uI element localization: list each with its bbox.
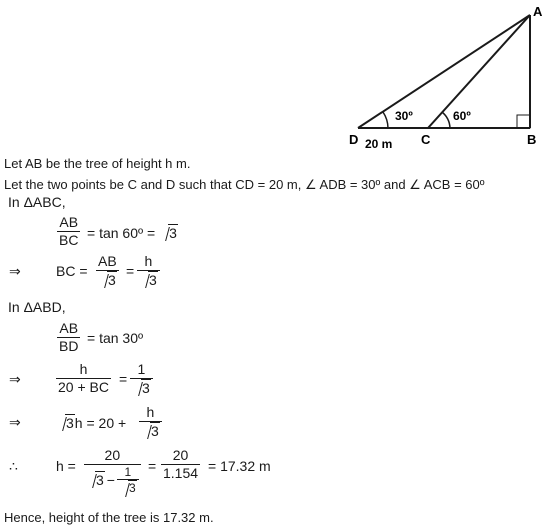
frac-ab-root3 xyxy=(96,253,119,289)
num: h xyxy=(146,404,155,420)
den: BD xyxy=(59,338,79,354)
step1-rhs xyxy=(87,224,178,241)
step5-mid: = 20 + xyxy=(86,415,127,431)
in-triangle-abd: In ΔABD, xyxy=(8,299,66,315)
radicand: 3 xyxy=(151,423,159,439)
sqrt-3 xyxy=(86,471,105,489)
label-D: D xyxy=(349,132,359,147)
step6-eq2: = xyxy=(148,458,157,474)
num: 20 xyxy=(104,447,121,463)
frac-h-root3-b xyxy=(139,404,162,440)
sqrt-3 xyxy=(119,480,137,495)
radicand: 3 xyxy=(108,272,116,288)
minus-sign: − xyxy=(106,471,115,488)
frac-20-1154 xyxy=(161,447,200,482)
radicand: 3 xyxy=(128,481,136,495)
right-angle-marker xyxy=(517,115,530,128)
radicand: 3 xyxy=(142,380,150,396)
radicand: 3 xyxy=(96,472,104,488)
label-B: B xyxy=(527,132,537,147)
inner-frac xyxy=(117,465,139,495)
num: 20 xyxy=(172,447,189,463)
implies-3: ⇒ xyxy=(9,414,21,430)
frac-1-root3 xyxy=(130,361,153,397)
step2-eq: = xyxy=(126,263,135,279)
implies-2: ⇒ xyxy=(9,371,21,387)
num: AB xyxy=(59,320,79,336)
triangle-diagram xyxy=(340,0,558,152)
num: 1 xyxy=(137,361,146,377)
step6-lhs: h = xyxy=(56,458,76,474)
sqrt-3 xyxy=(132,379,151,397)
sqrt-3 xyxy=(141,422,160,440)
num: AB xyxy=(98,253,117,269)
arc-angle-C xyxy=(442,112,450,128)
frac-h-20bc xyxy=(56,361,111,396)
label-C: C xyxy=(421,132,431,147)
step4-eq: = xyxy=(119,371,128,387)
sqrt-3 xyxy=(139,271,158,289)
tan30-text: = tan 30º xyxy=(87,330,144,346)
implies-1: ⇒ xyxy=(9,263,21,279)
conclusion: Hence, height of the tree is 17.32 m. xyxy=(4,510,214,525)
num: AB xyxy=(59,214,79,230)
complex-den xyxy=(84,465,141,495)
frac-h-root3 xyxy=(137,253,160,289)
radicand: 3 xyxy=(66,415,74,431)
step6-result: = 17.32 m xyxy=(208,458,271,474)
sqrt-3 xyxy=(98,271,117,289)
sqrt-3 xyxy=(56,414,75,431)
den: 20 + BC xyxy=(58,379,109,395)
intro-line-2: Let the two points be C and D such that CD = 20 m, ∠ ADB = 30º and ∠ ACB = 60º xyxy=(4,177,485,192)
label-angle-30: 30º xyxy=(395,109,413,123)
intro-line-1: Let AB be the tree of height h m. xyxy=(4,156,191,171)
arc-angle-D xyxy=(383,112,388,128)
num: 1 xyxy=(124,465,132,479)
radicand: 3 xyxy=(169,225,177,241)
label-A: A xyxy=(533,4,543,19)
num: h xyxy=(144,253,153,269)
step2-lhs: BC = xyxy=(56,263,88,279)
radicand: 3 xyxy=(149,272,157,288)
den: BC xyxy=(59,232,79,248)
h-var: h xyxy=(74,415,83,431)
step5-lhs xyxy=(56,414,126,431)
in-triangle-abc: In ΔABC, xyxy=(8,194,66,210)
num: h xyxy=(79,361,88,377)
therefore-symbol: ∴ xyxy=(9,458,18,474)
den: 1.154 xyxy=(163,465,199,481)
frac-20-complex xyxy=(84,447,141,495)
sqrt-3 xyxy=(159,224,178,241)
label-distance: 20 m xyxy=(365,137,393,151)
tan60-text: = tan 60º = xyxy=(87,225,156,241)
frac-ab-bd xyxy=(57,320,80,355)
label-angle-60: 60º xyxy=(453,109,471,123)
frac-ab-bc xyxy=(57,214,80,249)
